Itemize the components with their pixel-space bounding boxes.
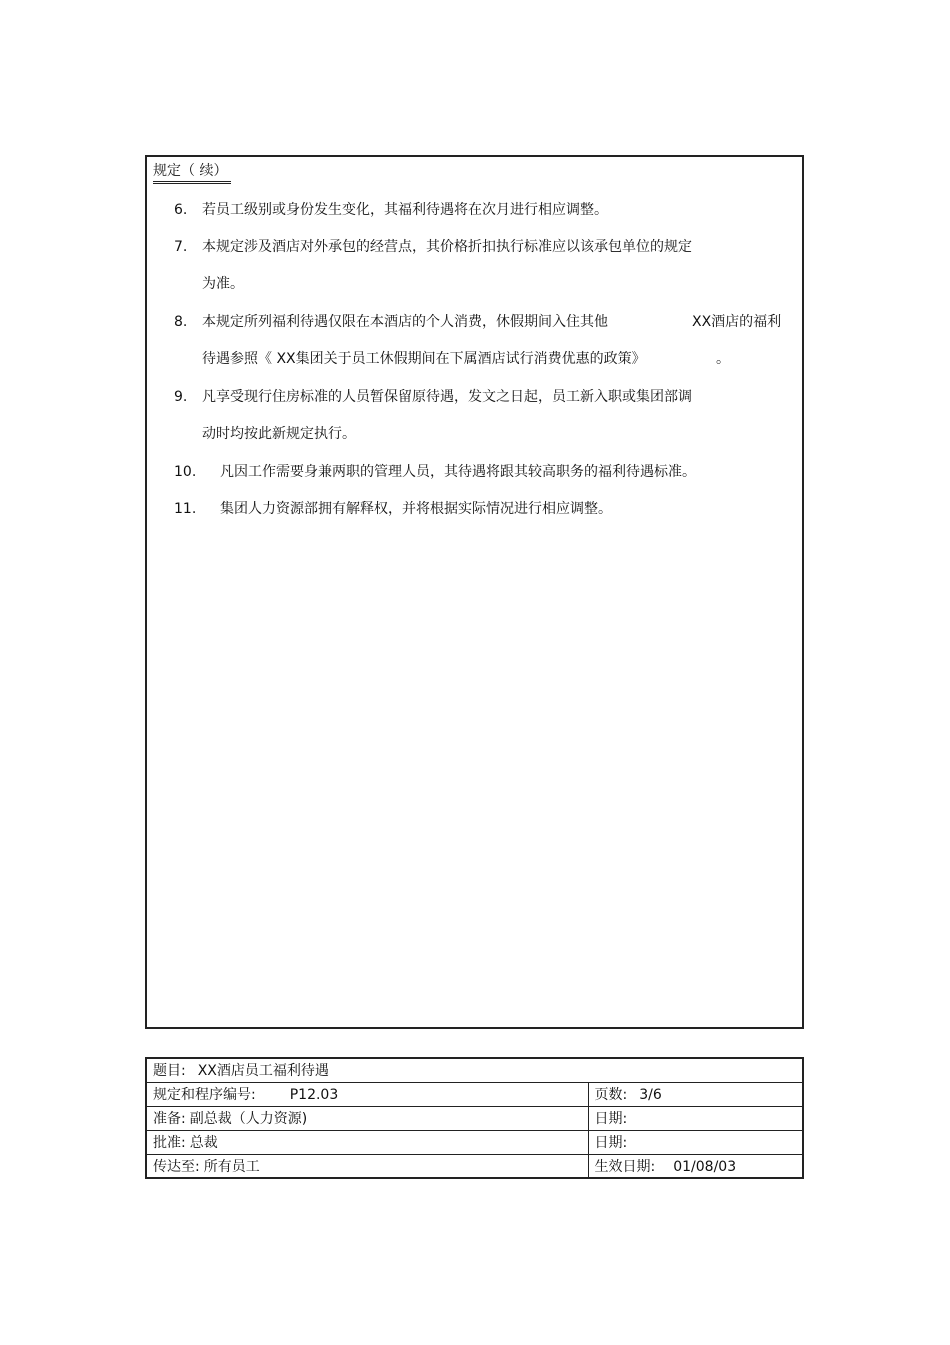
title-label: 题目:	[153, 1063, 186, 1080]
distribution-value: 所有员工	[203, 1158, 260, 1175]
item-text: 本规定涉及酒店对外承包的经营点，其价格折扣执行标准应以该承包单位的规定	[202, 239, 692, 255]
code-value: P12.03	[289, 1087, 339, 1103]
date1-cell	[588, 1106, 803, 1130]
item-text: 本规定所列福利待遇仅限在本酒店的个人消费，休假期间入住其他	[202, 314, 608, 330]
effective-cell	[588, 1154, 803, 1178]
pages-cell	[588, 1082, 803, 1106]
item-text: 。	[716, 351, 730, 367]
item-text: 若员工级别或身份发生变化，其福利待遇将在次月进行相应调整。	[202, 202, 608, 218]
document-info-table	[145, 1057, 804, 1179]
item-text: 集团人力资源部拥有解释权，并将根据实际情况进行相应调整。	[220, 501, 612, 517]
effective-label: 生效日期:	[594, 1158, 656, 1175]
item-number: 11.	[174, 501, 197, 517]
item-number: 7.	[174, 239, 188, 255]
regulation-content-box	[145, 155, 804, 1029]
item-text: 凡享受现行住房标准的人员暂保留原待遇，发文之日起，员工新入职或集团部调	[202, 389, 692, 405]
effective-value: 01/08/03	[673, 1158, 737, 1175]
item-number: 8.	[174, 314, 188, 330]
item-text: 待遇参照《 XX集团关于员工休假期间在下属酒店试行消费优惠的政策》	[202, 351, 646, 367]
item-number: 9.	[174, 389, 188, 405]
item-text: XX酒店的福利	[692, 314, 782, 330]
pages-value: 3/6	[639, 1087, 662, 1103]
prepared-cell	[146, 1106, 588, 1130]
table-row	[146, 1058, 803, 1082]
item-text: 凡因工作需要身兼两职的管理人员，其待遇将跟其较高职务的福利待遇标准。	[220, 464, 696, 480]
title-value: XX酒店员工福利待遇	[197, 1063, 329, 1080]
prepared-label: 准备:	[153, 1111, 186, 1127]
table-row	[146, 1106, 803, 1130]
table-row	[146, 1130, 803, 1154]
item-number: 6.	[174, 202, 188, 218]
code-label: 规定和程序编号:	[153, 1087, 256, 1103]
title-cell	[146, 1058, 803, 1082]
section-heading: 规定（ 续）	[153, 161, 231, 182]
item-text: 动时均按此新规定执行。	[202, 426, 356, 442]
approved-value: 总裁	[189, 1135, 218, 1151]
code-cell	[146, 1082, 588, 1106]
approved-label: 批准:	[153, 1135, 186, 1151]
distribution-cell	[146, 1154, 588, 1178]
date2-cell	[588, 1130, 803, 1154]
item-text: 为准。	[202, 276, 244, 292]
item-number: 10.	[174, 464, 197, 480]
distribution-label: 传达至:	[153, 1158, 200, 1175]
prepared-value: 副总裁（人力资源)	[189, 1111, 308, 1127]
date2-label: 日期:	[594, 1135, 628, 1151]
approved-cell	[146, 1130, 588, 1154]
pages-label: 页数:	[594, 1087, 628, 1103]
date1-label: 日期:	[594, 1111, 628, 1127]
table-row	[146, 1082, 803, 1106]
table-row	[146, 1154, 803, 1178]
